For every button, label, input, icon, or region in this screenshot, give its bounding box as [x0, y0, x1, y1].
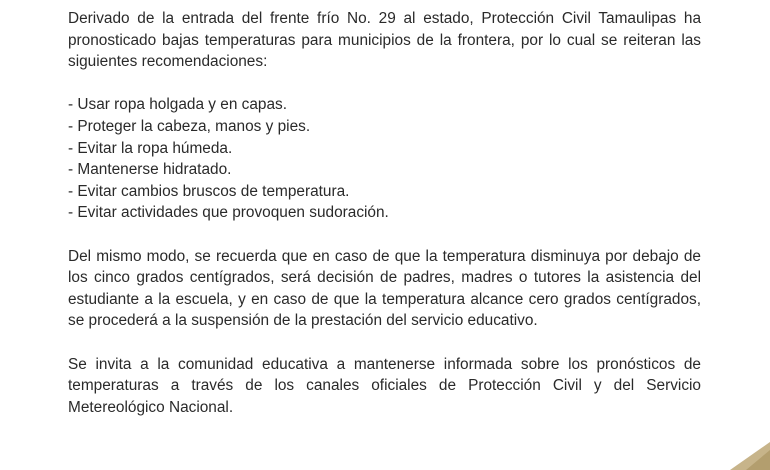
- recommendation-item: - Evitar cambios bruscos de temperatura.: [68, 182, 350, 200]
- recommendation-item: - Mantenerse hidratado.: [68, 161, 232, 179]
- paragraph-spacer: [68, 73, 701, 95]
- paragraph-spacer: [68, 332, 701, 354]
- recommendations-list: [68, 94, 701, 224]
- intro-paragraph: Derivado de la entrada del frente frío No. 29 al estado, Protección Civil Tamaulipas ha pronosticado bajas temperaturas para municipios de la frontera, por lo cual se reiteran las siguientes recomendaciones:: [68, 10, 701, 71]
- recommendation-item: - Evitar la ropa húmeda.: [68, 139, 233, 157]
- recommendation-item: - Usar ropa holgada y en capas.: [68, 96, 288, 114]
- recommendation-item: - Proteger la cabeza, manos y pies.: [68, 117, 311, 135]
- closing-paragraph: Se invita a la comunidad educativa a mantenerse informada sobre los pronósticos de temperaturas a través de los canales oficiales de Protección Civil y del Servicio Metereológico Nacional.: [68, 355, 701, 416]
- document-body: [68, 8, 701, 418]
- recommendation-item: - Evitar actividades que provoquen sudoración.: [68, 204, 389, 222]
- paragraph-spacer: [68, 224, 701, 246]
- corner-decoration: [710, 442, 770, 470]
- temperature-policy-paragraph: Del mismo modo, se recuerda que en caso de que la temperatura disminuya por debajo de los cinco grados centígrados, será decisión de padres, madres o tutores la asistencia del estudiante a la escuela, y en caso de que la temperatura alcance cero grados centígrados, se procederá a la suspensión de la prestación del servicio educativo.: [68, 247, 701, 330]
